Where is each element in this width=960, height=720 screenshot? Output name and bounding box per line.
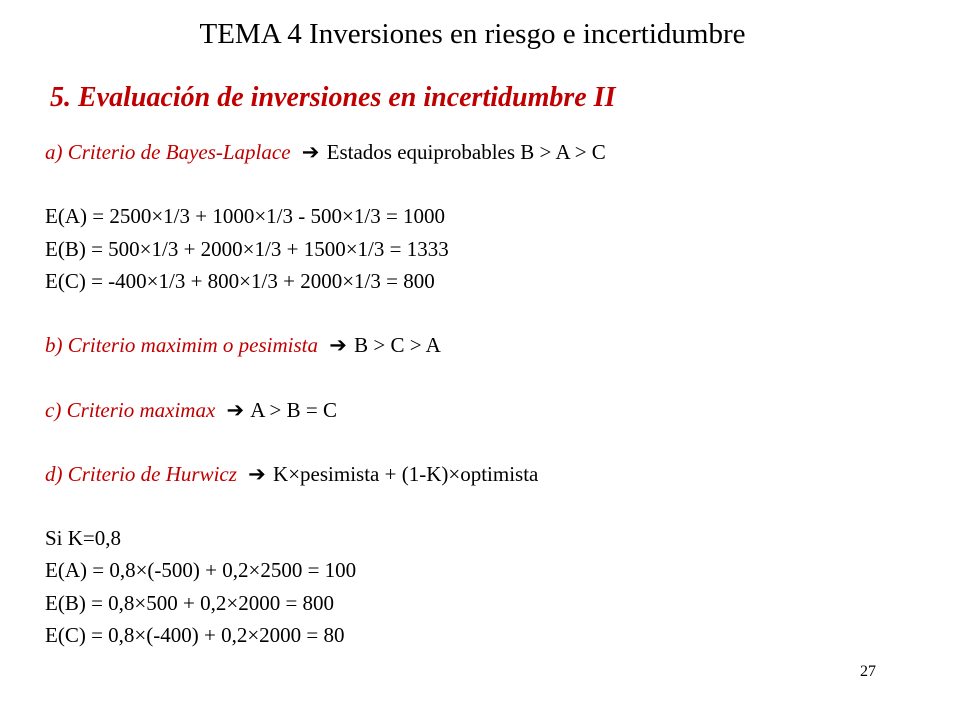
- arrow-right-icon: ➔: [301, 140, 320, 164]
- page-number: 27: [860, 663, 876, 680]
- section-heading: 5. Evaluación de inversiones en incertidumbre II: [50, 82, 616, 113]
- criterion-c-label: c) Criterio maximax: [45, 397, 216, 422]
- formula-ea: E(A) = 2500×1/3 + 1000×1/3 - 500×1/3 = 1000: [45, 204, 446, 229]
- criterion-c-result: A > B = C: [250, 397, 337, 422]
- criterion-a-label: a) Criterio de Bayes-Laplace: [45, 140, 291, 164]
- spacer: [45, 361, 606, 393]
- hurwicz-ea: E(A) = 0,8×(-500) + 0,2×2500 = 100: [45, 558, 357, 583]
- criterion-d-label: d) Criterio de Hurwicz: [45, 461, 237, 486]
- arrow-right-icon: ➔: [248, 461, 266, 486]
- hurwicz-ec: E(C) = 0,8×(-400) + 0,2×2000 = 80: [45, 622, 345, 647]
- slide-title: TEMA 4 Inversiones en riesgo e incertidumbre: [199, 18, 746, 50]
- criterion-b-line: [45, 329, 606, 361]
- criterion-a-result: Estados equiprobables B > A > C: [326, 140, 606, 164]
- criterion-c-line: [45, 394, 606, 426]
- spacer: [45, 490, 606, 522]
- arrow-right-icon: ➔: [329, 333, 347, 358]
- criterion-b-result: B > C > A: [354, 333, 441, 358]
- hurwicz-eb: E(B) = 0,8×500 + 0,2×2000 = 800: [45, 590, 335, 615]
- arrow-right-icon: ➔: [226, 397, 245, 422]
- formula-ec: E(C) = -400×1/3 + 800×1/3 + 2000×1/3 = 800: [45, 268, 435, 293]
- spacer: [45, 297, 606, 329]
- spacer: [45, 426, 606, 458]
- k-value: Si K=0,8: [45, 526, 122, 551]
- criterion-a-line: [45, 136, 606, 168]
- slide-body: [45, 136, 606, 651]
- criterion-b-label: b) Criterio maximim o pesimista: [45, 333, 318, 358]
- criterion-d-line: [45, 458, 606, 490]
- formula-eb: E(B) = 500×1/3 + 2000×1/3 + 1500×1/3 = 1333: [45, 236, 449, 261]
- criterion-d-result: K×pesimista + (1-K)×optimista: [273, 461, 539, 486]
- spacer: [45, 168, 606, 200]
